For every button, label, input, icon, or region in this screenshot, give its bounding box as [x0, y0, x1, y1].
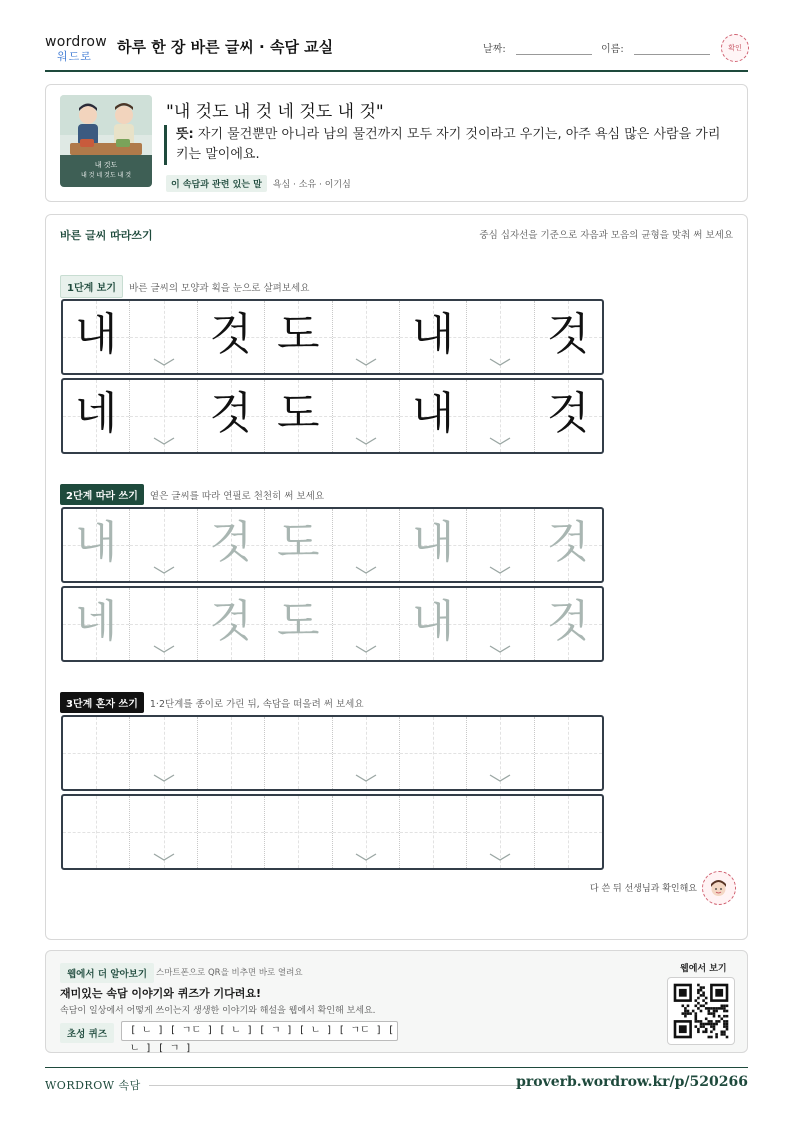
grid-cell — [198, 301, 265, 373]
grid-cell[interactable] — [265, 509, 332, 581]
web-headline: 재미있는 속담 이야기와 퀴즈가 기다려요! — [60, 987, 261, 1000]
grid-cell — [535, 301, 602, 373]
grid-character: 것 — [209, 388, 253, 439]
grid-cell[interactable] — [333, 796, 400, 868]
grid-cell[interactable] — [63, 717, 130, 789]
step2-row2-grid[interactable] — [61, 586, 604, 662]
logo-text-top: wordrow — [45, 34, 107, 50]
step2-header — [60, 484, 324, 505]
grid-character: 것 — [547, 517, 590, 568]
grid-character: 것 — [547, 596, 590, 647]
practice-title: 바른 글씨 따라쓰기 — [60, 229, 153, 242]
grid-character: 네 — [74, 596, 118, 647]
step1-desc: 바른 글씨의 모양과 획을 눈으로 살펴보세요 — [129, 283, 310, 294]
step1-row2-grid — [61, 378, 604, 454]
name-field[interactable] — [601, 40, 710, 55]
qr-label: 웹에서 보기 — [680, 964, 727, 974]
space-mark-icon — [489, 357, 511, 367]
step2-desc: 옅은 글씨를 따라 연필로 천천히 써 보세요 — [149, 491, 325, 502]
related-text: 욕심 · 소유 · 이기심 — [272, 180, 351, 190]
practice-section — [45, 214, 748, 940]
space-mark-icon — [355, 773, 377, 783]
grid-cell[interactable] — [400, 796, 467, 868]
step3-row2-grid[interactable] — [61, 794, 604, 870]
grid-cell[interactable] — [63, 796, 130, 868]
grid-cell — [198, 380, 265, 452]
space-mark-icon — [489, 644, 511, 654]
grid-cell[interactable] — [63, 588, 130, 660]
grid-cell — [333, 301, 400, 373]
grid-cell[interactable] — [535, 588, 602, 660]
step1-row1-grid — [61, 299, 604, 375]
check-stamp-icon — [721, 34, 749, 62]
grid-character: 내 — [411, 388, 455, 439]
grid-cell — [63, 301, 130, 373]
proverb-card — [45, 84, 748, 202]
qr-code-icon[interactable] — [667, 977, 735, 1045]
wordrow-logo — [45, 34, 107, 62]
space-mark-icon — [355, 565, 377, 575]
step3-badge: 3단계 혼자 쓰기 — [60, 692, 144, 713]
grid-cell[interactable] — [198, 509, 265, 581]
related-words — [166, 175, 351, 192]
grid-cell[interactable] — [198, 588, 265, 660]
grid-cell[interactable] — [63, 509, 130, 581]
space-mark-icon — [489, 565, 511, 575]
grid-character: 것 — [209, 309, 253, 360]
step3-row1-grid[interactable] — [61, 715, 604, 791]
step3-desc: 1·2단계를 종이로 가린 뒤, 속담을 떠올려 써 보세요 — [149, 699, 364, 710]
grid-character: 도 — [277, 596, 320, 647]
footer-divider — [149, 1085, 537, 1086]
grid-cell[interactable] — [198, 796, 265, 868]
grid-character: 것 — [209, 596, 253, 647]
date-line[interactable] — [516, 45, 592, 55]
grid-cell[interactable] — [333, 717, 400, 789]
proverb-illustration — [60, 95, 152, 187]
grid-cell[interactable] — [535, 796, 602, 868]
step1-badge: 1단계 보기 — [60, 275, 123, 298]
grid-cell[interactable] — [535, 509, 602, 581]
grid-cell[interactable] — [333, 588, 400, 660]
space-mark-icon — [355, 436, 377, 446]
page-title: 하루 한 장 바른 글씨 · 속담 교실 — [117, 38, 334, 56]
meaning-text: 자기 물건뿐만 아니라 남의 물건까지 모두 자기 것이라고 우기는, 아주 욕심 많은 사람을 가리키는 말이에요. — [176, 127, 721, 162]
related-label: 이 속담과 관련 있는 말 — [166, 175, 267, 192]
grid-cell — [467, 380, 534, 452]
grid-cell[interactable] — [535, 717, 602, 789]
grid-character: 내 — [74, 309, 118, 360]
grid-character: 것 — [547, 388, 590, 439]
grid-cell[interactable] — [467, 588, 534, 660]
grid-cell — [265, 301, 332, 373]
space-mark-icon — [153, 644, 175, 654]
web-section — [45, 950, 748, 1053]
done-note: 다 쓴 뒤 선생님과 확인해요 — [589, 884, 697, 894]
grid-cell[interactable] — [198, 717, 265, 789]
page-header — [45, 28, 748, 72]
name-label: 이름: — [601, 44, 624, 55]
grid-character: 네 — [74, 388, 118, 439]
space-mark-icon — [355, 357, 377, 367]
space-mark-icon — [153, 436, 175, 446]
space-mark-icon — [153, 357, 175, 367]
quiz-label: 초성 퀴즈 — [60, 1023, 114, 1043]
grid-cell — [130, 301, 197, 373]
grid-cell[interactable] — [467, 796, 534, 868]
web-subtitle: 스마트폰으로 QR을 비추면 바로 열려요 — [156, 968, 303, 978]
grid-cell — [400, 380, 467, 452]
grid-cell[interactable] — [130, 509, 197, 581]
space-mark-icon — [489, 436, 511, 446]
grid-cell — [400, 301, 467, 373]
grid-cell — [130, 380, 197, 452]
page-footer — [45, 1067, 748, 1092]
space-mark-icon — [489, 773, 511, 783]
grid-cell[interactable] — [130, 796, 197, 868]
svg-text:내 것 네 것도 내 것: 내 것 네 것도 내 것 — [80, 172, 132, 179]
grid-character: 도 — [277, 388, 320, 439]
svg-text:내 것도: 내 것도 — [94, 161, 118, 169]
grid-cell — [63, 380, 130, 452]
grid-character: 도 — [277, 309, 320, 360]
grid-cell — [333, 380, 400, 452]
stamp-text: 확인 — [728, 44, 742, 52]
proverb-text: "내 것도 내 것 네 것도 내 것" — [166, 102, 384, 122]
chosung-quiz: [ ㄴ ] [ ㄱㄷ ] [ ㄴ ] [ ㄱ ] [ ㄴ ] [ ㄱㄷ ] [ ㄴ ] [ ㄱ ] — [121, 1021, 398, 1041]
logo-text-bottom: 워드로 — [57, 50, 92, 63]
space-mark-icon — [355, 644, 377, 654]
grid-cell[interactable] — [265, 717, 332, 789]
grid-cell[interactable] — [467, 717, 534, 789]
proverb-meaning — [164, 125, 724, 165]
grid-cell[interactable] — [333, 509, 400, 581]
footer-url[interactable]: proverb.wordrow.kr/p/520266 — [516, 1074, 748, 1090]
space-mark-icon — [153, 852, 175, 862]
teacher-stamp-icon — [702, 871, 736, 905]
date-field[interactable] — [483, 40, 592, 55]
grid-character: 내 — [411, 309, 455, 360]
meaning-label: 뜻: — [176, 127, 194, 142]
grid-cell[interactable] — [467, 509, 534, 581]
web-description: 속담이 일상에서 어떻게 쓰이는지 생생한 이야기와 해설을 웹에서 확인해 보세요. — [60, 1006, 376, 1016]
grid-cell — [535, 380, 602, 452]
grid-cell — [467, 301, 534, 373]
grid-character: 내 — [411, 596, 455, 647]
grid-cell[interactable] — [400, 588, 467, 660]
web-badge: 웹에서 더 알아보기 — [60, 963, 154, 983]
grid-character: 것 — [209, 517, 253, 568]
grid-cell[interactable] — [400, 509, 467, 581]
step3-header — [60, 692, 364, 713]
step2-row1-grid[interactable] — [61, 507, 604, 583]
step2-badge: 2단계 따라 쓰기 — [60, 484, 144, 505]
date-label: 날짜: — [483, 44, 506, 55]
grid-cell[interactable] — [265, 796, 332, 868]
grid-cell[interactable] — [400, 717, 467, 789]
grid-cell[interactable] — [130, 717, 197, 789]
grid-character: 내 — [411, 517, 455, 568]
name-line[interactable] — [634, 45, 710, 55]
step1-header — [60, 275, 309, 298]
grid-cell[interactable] — [265, 588, 332, 660]
practice-note: 중심 십자선을 기준으로 자음과 모음의 균형을 맞춰 써 보세요 — [479, 230, 733, 241]
space-mark-icon — [355, 852, 377, 862]
grid-cell — [265, 380, 332, 452]
footer-brand: WORDROW 속담 — [45, 1079, 141, 1092]
grid-character: 도 — [277, 517, 320, 568]
grid-character: 내 — [74, 517, 118, 568]
space-mark-icon — [489, 852, 511, 862]
grid-cell[interactable] — [130, 588, 197, 660]
grid-character: 것 — [547, 309, 590, 360]
space-mark-icon — [153, 773, 175, 783]
space-mark-icon — [153, 565, 175, 575]
